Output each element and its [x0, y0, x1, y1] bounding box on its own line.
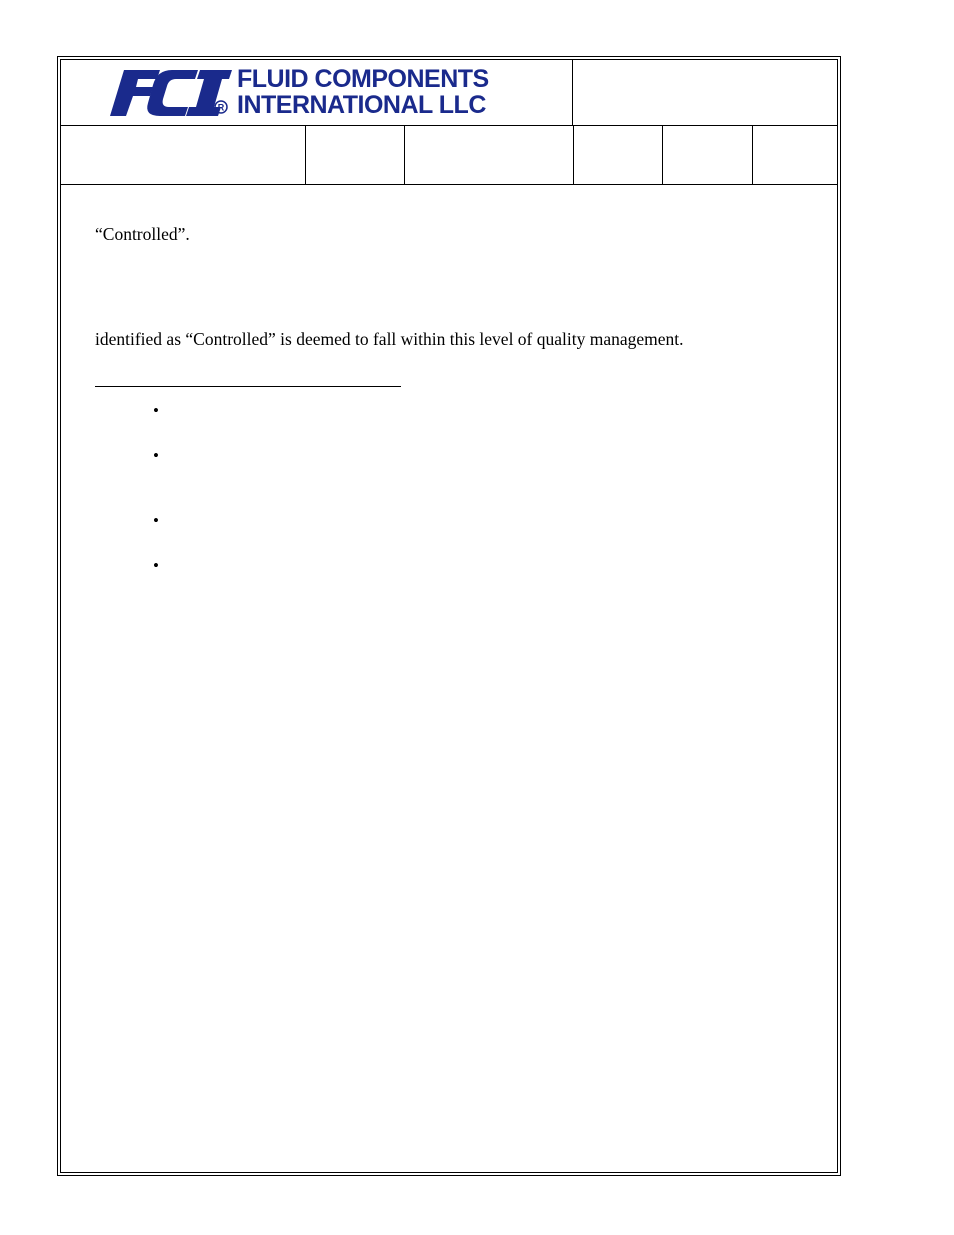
logo-text-line2: INTERNATIONAL LLC: [237, 91, 486, 119]
logo-text-line1: FLUID COMPONENTS: [237, 65, 489, 93]
header-row-divider: [60, 125, 838, 126]
registered-mark-icon: [214, 100, 228, 114]
header-col-divider-2: [404, 125, 405, 185]
bullet-point: •: [153, 401, 159, 420]
paragraph-quality-management: identified as “Controlled” is deemed to fall within this level of quality management.: [95, 329, 684, 349]
bullet-point: •: [153, 556, 159, 575]
bullet-point: •: [153, 446, 159, 465]
svg-text:R: R: [217, 102, 225, 113]
bullet-point: •: [153, 511, 159, 530]
header-col-divider-5: [752, 125, 753, 185]
header-col-divider-logo: [572, 59, 573, 126]
header-col-divider-3: [573, 125, 574, 185]
company-logo: [110, 66, 502, 118]
header-col-divider-4: [662, 125, 663, 185]
signature-rule: [95, 386, 401, 387]
header-bottom-divider: [60, 184, 838, 185]
header-col-divider-1: [305, 125, 306, 185]
paragraph-controlled: “Controlled”.: [95, 224, 190, 244]
